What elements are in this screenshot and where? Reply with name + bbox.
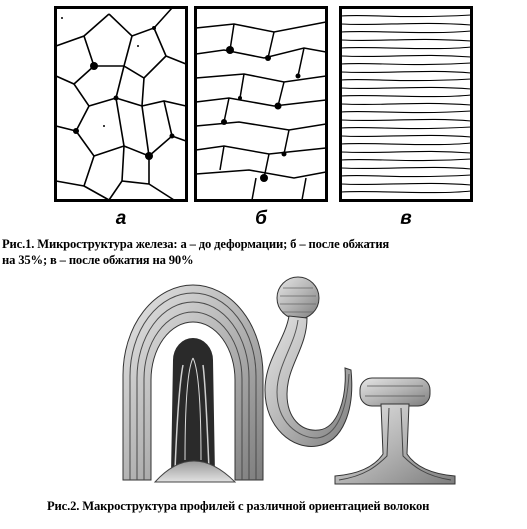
panel-label-b: б bbox=[255, 208, 267, 229]
figure2-macrostructure bbox=[115, 270, 525, 495]
micrograph-panel-c bbox=[339, 6, 473, 202]
hook-profile bbox=[265, 277, 352, 446]
panel-label-c: в bbox=[400, 208, 412, 229]
micrograph-a-grains bbox=[54, 6, 188, 202]
micrograph-panel-a bbox=[54, 6, 188, 202]
rail-profile bbox=[335, 378, 455, 484]
figure1-caption bbox=[2, 236, 502, 268]
micrograph-c-fibers bbox=[339, 6, 473, 202]
micrograph-b-grains bbox=[194, 6, 328, 202]
panel-label-a: а bbox=[115, 208, 127, 229]
figure1-caption-line1: Рис.1. Микроструктура железа: а – до деформации; б – после обжатия bbox=[2, 237, 390, 251]
micrograph-panel-b bbox=[194, 6, 328, 202]
figure2-caption: Рис.2. Макроструктура профилей с различной ориентацией волокон bbox=[47, 499, 430, 513]
figure1-caption-line2: на 35%; в – после обжатия на 90% bbox=[2, 253, 194, 267]
arch-profile bbox=[123, 285, 263, 482]
